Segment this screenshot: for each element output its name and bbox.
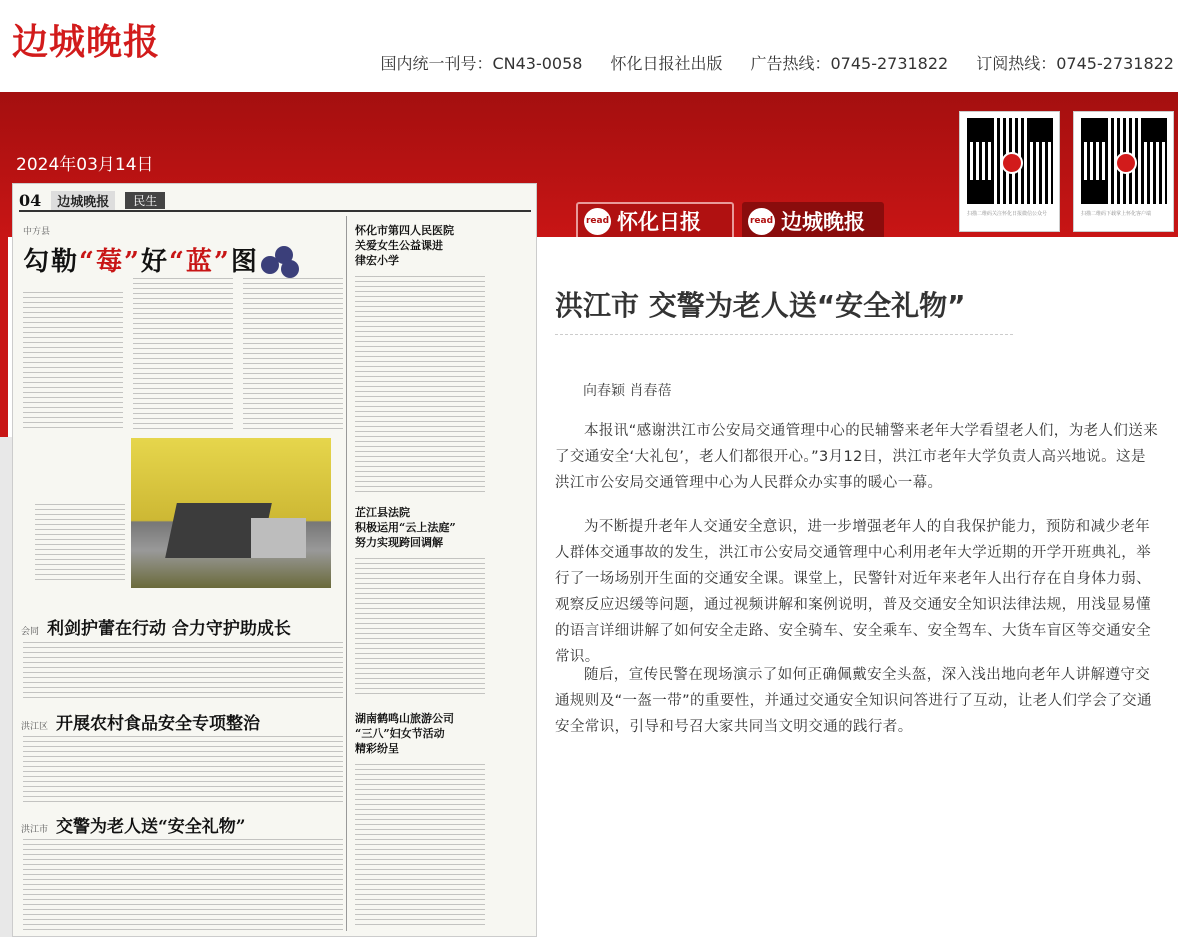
blueberry-image	[257, 242, 305, 282]
headline-part: 勾勒	[23, 247, 80, 277]
paper-name: 边城晚报	[51, 191, 115, 210]
subscription-hotline: 订阅热线：0745-2731822	[976, 54, 1174, 73]
site-logo[interactable]: 边城晚报	[12, 21, 161, 63]
article-headline-link[interactable]: 怀化市第四人民医院 关爱女生公益课进 律宏小学	[355, 224, 454, 267]
text-column	[355, 276, 485, 496]
section-name: 民生	[125, 192, 165, 209]
left-edge-decoration	[0, 237, 8, 437]
publication-info	[380, 51, 1174, 74]
site-header	[0, 0, 1178, 92]
article-kicker: 中方县	[23, 227, 51, 237]
tab-label: 怀化日报	[617, 209, 701, 234]
article-headline-link[interactable]: 芷江县法院 积极运用“云上法庭” 努力实现跨回调解	[355, 506, 456, 549]
page-number: 04	[19, 190, 42, 210]
issue-date: 2024年03月14日	[16, 155, 154, 175]
article-photo[interactable]	[131, 438, 331, 588]
headline-part: “莓”	[79, 247, 141, 277]
article-paragraph: 为不断提升老年人交通安全意识，进一步增强老年人的自我保护能力，预防和减少老年人群体交通事故的发生，洪江市公安局交通管理中心利用老年大学近期的开学开班典礼，举行了一场场别开生面的交通安全课。课堂上，民警针对近年来老年人出行存在自身体力弱、观察反应迟缓等问题，通过视频讲解和案例说明，普及交通安全知识法律法规，用浅显易懂的语言详细讲解了如何安全走路、安全骑车、安全乘车、安全驾车、大货车盲区等交通安全常识。	[555, 519, 1151, 665]
read-icon: read	[748, 208, 775, 235]
text-column	[355, 558, 485, 698]
text-column	[23, 736, 343, 806]
publisher: 怀化日报社出版	[610, 54, 723, 73]
qr-code-app	[1073, 111, 1174, 232]
ad-hotline: 广告热线：0745-2731822	[750, 54, 949, 73]
qr-code-icon	[1081, 118, 1167, 204]
column-rule	[346, 216, 347, 931]
headline-part: 图	[230, 247, 259, 277]
headline-part: “蓝”	[168, 247, 231, 277]
tab-huaihua-daily[interactable]	[576, 202, 734, 240]
qr-caption: 扫描二维码关注怀化日报微信公众号	[967, 211, 1048, 217]
text-column	[243, 278, 343, 432]
article-headline-link[interactable]	[21, 614, 291, 639]
qr-caption: 扫描二维码下载掌上怀化客户端	[1081, 211, 1152, 217]
page-masthead	[19, 190, 531, 212]
article-author: 向春颖 肖春蓓	[583, 383, 672, 399]
truck-shape	[251, 518, 306, 558]
tab-label: 边城晚报	[781, 209, 865, 234]
pub-number: 国内统一刊号：CN43-0058	[380, 54, 583, 73]
article-headline-link[interactable]: 湖南鹤鸣山旅游公司 “三八”妇女节活动 精彩纷呈	[355, 712, 454, 755]
left-shade	[0, 437, 12, 937]
newspaper-page-thumbnail[interactable]	[12, 183, 537, 937]
headline-place: 会同	[21, 627, 40, 637]
article-paragraph: 本报讯“感谢洪江市公安局交通管理中心的民辅警来老年大学看望老人们，为老人们送来了交通安全‘大礼包’，老人们都很开心。”3月12日，洪江市老年大学负责人高兴地说。这是洪江市公安局交通管理中心为人民群众办实事的暖心一幕。	[555, 423, 1159, 491]
headline-text: 利剑护蕾在行动 合力守护助成长	[47, 619, 291, 639]
photo-caption	[35, 504, 125, 584]
article-headline-link[interactable]	[21, 812, 246, 837]
article-paragraph: 随后，宣传民警在现场演示了如何正确佩戴安全头盔，深入浅出地向老年人讲解遵守交通规则及“一盔一带”的重要性，并通过交通安全知识问答进行了互动，让老人们学会了交通安全常识，引导和号召大家共同当文明交通的践行者。	[555, 667, 1152, 735]
headline-text: 交警为老人送“安全礼物”	[56, 817, 246, 837]
text-column	[23, 642, 343, 702]
headline-part: 好	[140, 247, 169, 277]
text-column	[133, 278, 233, 432]
text-column	[23, 292, 123, 432]
article-title: 洪江市 交警为老人送“安全礼物”	[555, 289, 966, 322]
title-divider	[555, 334, 1013, 335]
article-headline-link[interactable]	[23, 241, 259, 278]
read-icon: read	[584, 208, 611, 235]
text-column	[23, 839, 343, 931]
article-headline-link[interactable]	[21, 709, 260, 734]
qr-code-icon	[967, 118, 1053, 204]
headline-place: 洪江区	[21, 722, 49, 732]
headline-place: 洪江市	[21, 825, 49, 835]
text-column	[355, 764, 485, 929]
qr-code-wechat	[959, 111, 1060, 232]
headline-text: 开展农村食品安全专项整治	[56, 714, 261, 734]
tab-biancheng-evening[interactable]	[742, 202, 884, 240]
